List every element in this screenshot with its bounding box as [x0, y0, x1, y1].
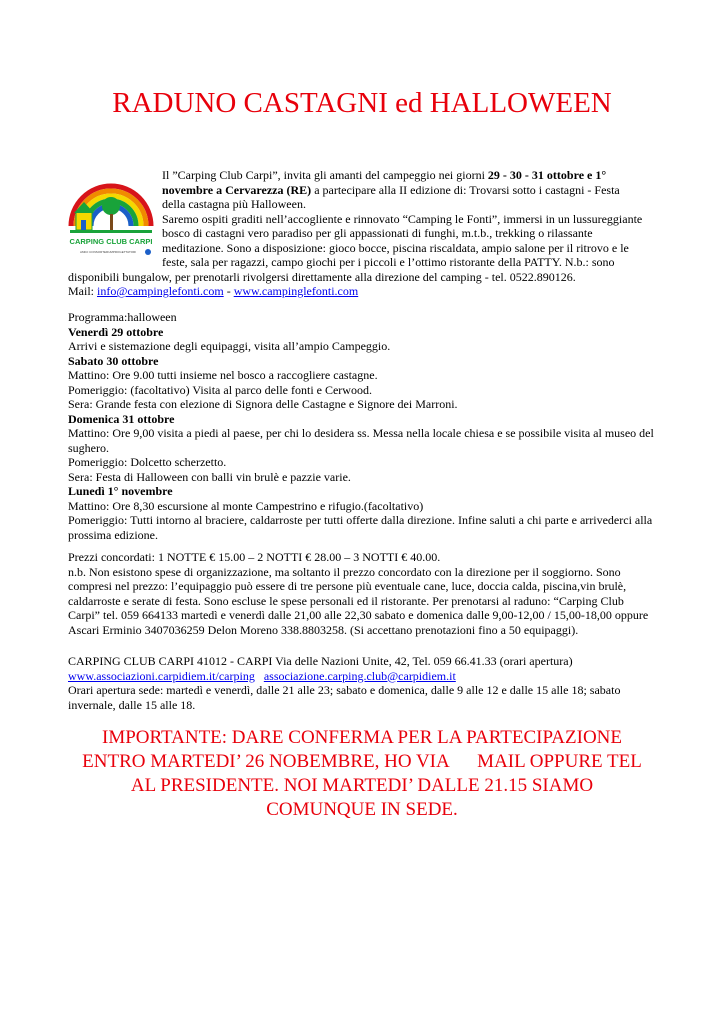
- program-item: Mattino: Ore 8,30 escursione al monte Campestrino e rifugio.(facoltativo): [68, 498, 424, 513]
- intro-line-3: della castagna più Halloween.: [162, 197, 306, 211]
- prices-line: Prezzi concordati: 1 NOTTE € 15.00 – 2 NOTTI € 28.00 – 3 NOTTI € 40.00.: [68, 550, 441, 564]
- intro-line-8: disponibili bungalow, per prenotarli rivolgersi direttamente alla direzione del camping - tel. 0522.890126.: [68, 269, 576, 284]
- club-website-link[interactable]: www.associazioni.carpidiem.it/carping: [68, 668, 255, 683]
- intro-text: [68, 168, 656, 299]
- day-title-saturday: Sabato 30 ottobre: [68, 353, 159, 368]
- intro-line-1: [68, 168, 656, 183]
- prices-note: n.b. Non esistono spese di organizzazione, ma soltanto il prezzo concordato con la direzione per il soggiorno. Sono compresi nel prezzo: l’equipaggio può essere di tre persone più eventuale cane, luce, doccia calda, piscina,vin brulè, caldarroste e serate di festa. Sono escluse le spese personali ed il ristorante. Per prenotarsi al raduno: “Carping Club Carpi” tel. 059 664133 martedì e venerdì dalle 21,00 alle 22,30 sabato e domenica dalle 9,00-12,00 / 15,00-18,00 oppure Ascari Erminio 3407036259 Delon Moreno 338.8803258. (Si accettano prenotazioni fino a 50 equipaggi).: [68, 564, 649, 637]
- intro-line-7: feste, sala per ragazzi, campo giochi per i piccoli e l’ottimo ristorante della PATTY. N.b.: sono: [162, 255, 615, 269]
- program-item: Mattino: Ore 9.00 tutti insieme nel bosco a raccogliere castagne.: [68, 368, 378, 382]
- mail-line: [68, 284, 656, 299]
- camping-website-link[interactable]: www.campinglefonti.com: [233, 284, 359, 298]
- prices-section: [68, 550, 658, 637]
- important-line-4: COMUNQUE IN SEDE.: [266, 799, 458, 820]
- club-links: [68, 669, 658, 684]
- intro-text-segment: Il ”Carping Club Carpi”, invita gli amanti del campeggio nei giorni: [162, 168, 488, 182]
- club-email-link[interactable]: associazione.carping.club@carpidiem.it: [263, 668, 456, 683]
- program-item: Sera: Grande festa con elezione di Signora delle Castagne e Signore dei Marroni.: [68, 397, 458, 411]
- program-section: [68, 310, 658, 542]
- event-location: novembre a Cervarezza (RE): [162, 182, 312, 197]
- club-opening-hours: Orari apertura sede: martedì e venerdì, dalle 21 alle 23; sabato e domenica, dalle 9 alle 12 e dalle 15 alle 18; sabato invernale, dalle 15 alle 18.: [68, 683, 621, 712]
- intro-line-5: bosco di castagni vero paradiso per gli appassionati di funghi, m.t.b., trekking o rilassante: [162, 226, 593, 240]
- intro-text-segment: a partecipare alla II edizione di: Trovarsi sotto i castagni - Festa: [311, 182, 620, 197]
- event-dates: 29 - 30 - 31 ottobre e 1°: [487, 168, 607, 182]
- mail-separator: -: [223, 284, 234, 298]
- program-item: Pomeriggio: Dolcetto scherzetto.: [68, 455, 227, 469]
- program-item: Pomeriggio: Tutti intorno al braciere, caldarroste per tutti offerte dalla direzione. Infine saluti a chi parte e arrivederci alla prossima edizione.: [68, 513, 653, 542]
- intro-line-6: meditazione. Sono a disposizione: gioco bocce, piscina riscaldata, ampio salone per il ritrovo e le: [162, 240, 629, 255]
- logo-text: CARPING CLUB CARPI: [69, 237, 153, 246]
- program-heading: Programma:halloween: [68, 310, 177, 324]
- club-info-section: [68, 654, 658, 712]
- intro-line-2: [68, 183, 656, 198]
- day-title-monday: Lunedì 1° novembre: [68, 484, 173, 498]
- day-title-sunday: Domenica 31 ottobre: [68, 411, 175, 426]
- important-line-1: IMPORTANTE: DARE CONFERMA PER LA PARTECIPAZIONE: [102, 727, 622, 748]
- intro-line-4: Saremo ospiti graditi nell’accogliente e rinnovato “Camping le Fonti”, immersi in un lussureggiante: [162, 211, 643, 226]
- important-line-2: ENTRO MARTEDI’ 26 NOBEMBRE, HO VIA MAIL OPPURE TEL: [82, 751, 642, 772]
- mail-label: Mail:: [68, 284, 97, 298]
- program-item: Mattino: Ore 9,00 visita a piedi al paese, per chi lo desidera ss. Messa nella locale chiesa e se possibile visita al museo del sughero.: [68, 426, 654, 455]
- camping-email-link[interactable]: info@campinglefonti.com: [97, 284, 224, 298]
- important-line-3: AL PRESIDENTE. NOI MARTEDI’ DALLE 21.15 SIAMO: [130, 775, 594, 796]
- important-notice: [40, 726, 684, 822]
- program-item: Pomeriggio: (facoltativo) Visita al parco delle fonti e Cerwood.: [68, 382, 372, 397]
- program-item: Sera: Festa di Halloween con balli vin brulè e pazzie varie.: [68, 469, 351, 484]
- page-title: RADUNO CASTAGNI ed HALLOWEEN: [112, 87, 612, 119]
- logo-small-text: AMICI CONSORTERUMPROGETTATORI: [79, 250, 137, 254]
- club-address: CARPING CLUB CARPI 41012 - CARPI Via delle Nazioni Unite, 42, Tel. 059 66.41.33 (orari apertura): [68, 654, 573, 668]
- program-item: Arrivi e sistemazione degli equipaggi, visita all’ampio Campeggio.: [68, 339, 391, 353]
- day-title-friday: Venerdì 29 ottobre: [68, 324, 164, 339]
